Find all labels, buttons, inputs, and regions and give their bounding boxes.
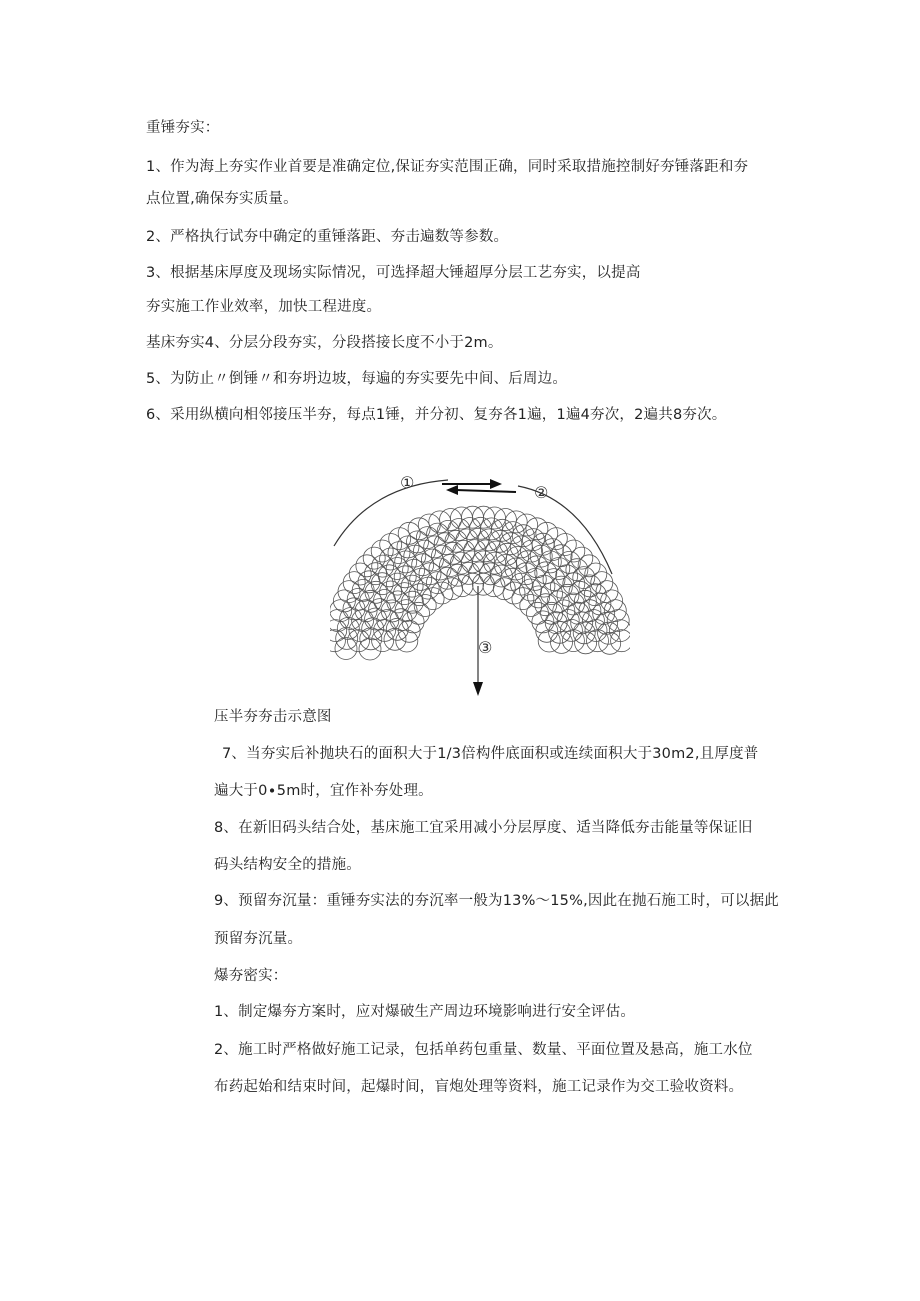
item-4: 基床夯实4、分层分段夯实，分段搭接长度不小于2m。 <box>146 335 503 351</box>
direction-arrow-left <box>456 490 516 492</box>
blast-item-2-line-1: 2、施工时严格做好施工记录，包括单药包重量、数量、平面位置及悬高，施工水位 <box>214 1042 753 1058</box>
section-heading-heavy-hammer: 重锤夯实： <box>146 120 220 136</box>
section-heading-explosive-compaction: 爆夯密实： <box>214 968 288 984</box>
figure-label-1: ① <box>400 473 415 492</box>
blast-item-2-line-2: 布药起始和结束时间，起爆时间，盲炮处理等资料，施工记录作为交工验收资料。 <box>214 1079 744 1095</box>
item-9-line-1: 9、预留夯沉量：重锤夯实法的夯沉率一般为13%～15%,因此在抛石施工时，可以据此 <box>214 893 779 909</box>
tamping-point-circle <box>585 563 607 585</box>
item-8-line-2: 码头结构安全的措施。 <box>214 857 361 873</box>
tamping-point-circle <box>343 572 365 594</box>
tamping-points-grid <box>330 506 630 660</box>
item-3-line-1: 3、根据基床厚度及现场实际情况，可选择超大锤超厚分层工艺夯实，以提高 <box>146 265 641 281</box>
item-5: 5、为防止〃倒锤〃和夯坍边坡，每遍的夯实要先中间、后周边。 <box>146 371 568 387</box>
half-overlap-tamping-diagram <box>330 466 630 698</box>
tamping-point-circle <box>349 563 371 585</box>
item-9-line-2: 预留夯沉量。 <box>214 931 303 947</box>
item-7-line-2: 遍大于0∙5m时，宜作补夯处理。 <box>214 783 433 799</box>
item-2: 2、严格执行试夯中确定的重锤落距、夯击遍数等参数。 <box>146 229 509 245</box>
tamping-point-circle <box>557 584 579 606</box>
direction-arrow-down-head <box>473 682 483 696</box>
blast-item-1: 1、制定爆夯方案时，应对爆破生产周边环境影响进行安全评估。 <box>214 1004 636 1020</box>
figure-caption: 压半夯夯击示意图 <box>214 709 332 725</box>
tamping-point-circle <box>335 638 357 660</box>
item-6: 6、采用纵横向相邻接压半夯，每点1锤，并分初、复夯各1遍，1遍4夯次，2遍共8夯次。 <box>146 407 727 423</box>
direction-arrow-right-head <box>490 479 502 489</box>
figure-label-2: ② <box>534 483 549 502</box>
item-3-line-2: 夯实施工作业效率，加快工程进度。 <box>146 299 382 315</box>
item-1-line-2: 点位置,确保夯实质量。 <box>146 191 298 207</box>
tamping-point-circle <box>512 588 534 610</box>
item-1-line-1: 1、作为海上夯实作业首要是准确定位,保证夯实范围正确，同时采取措施控制好夯锤落距和夯 <box>146 159 749 175</box>
direction-arrow-left-head <box>446 485 458 495</box>
figure-label-3: ③ <box>478 638 493 657</box>
item-8-line-1: 8、在新旧码头结合处，基床施工宜采用减小分层厚度、适当降低夯击能量等保证旧 <box>214 820 753 836</box>
item-7-line-1: 7、当夯实后补抛块石的面积大于1/3倍构件底面积或连续面积大于30m2,且厚度普 <box>222 746 759 762</box>
tamping-point-circle <box>574 590 596 612</box>
tamping-point-circle <box>566 559 588 581</box>
outer-arc-arrow-2 <box>518 486 612 574</box>
